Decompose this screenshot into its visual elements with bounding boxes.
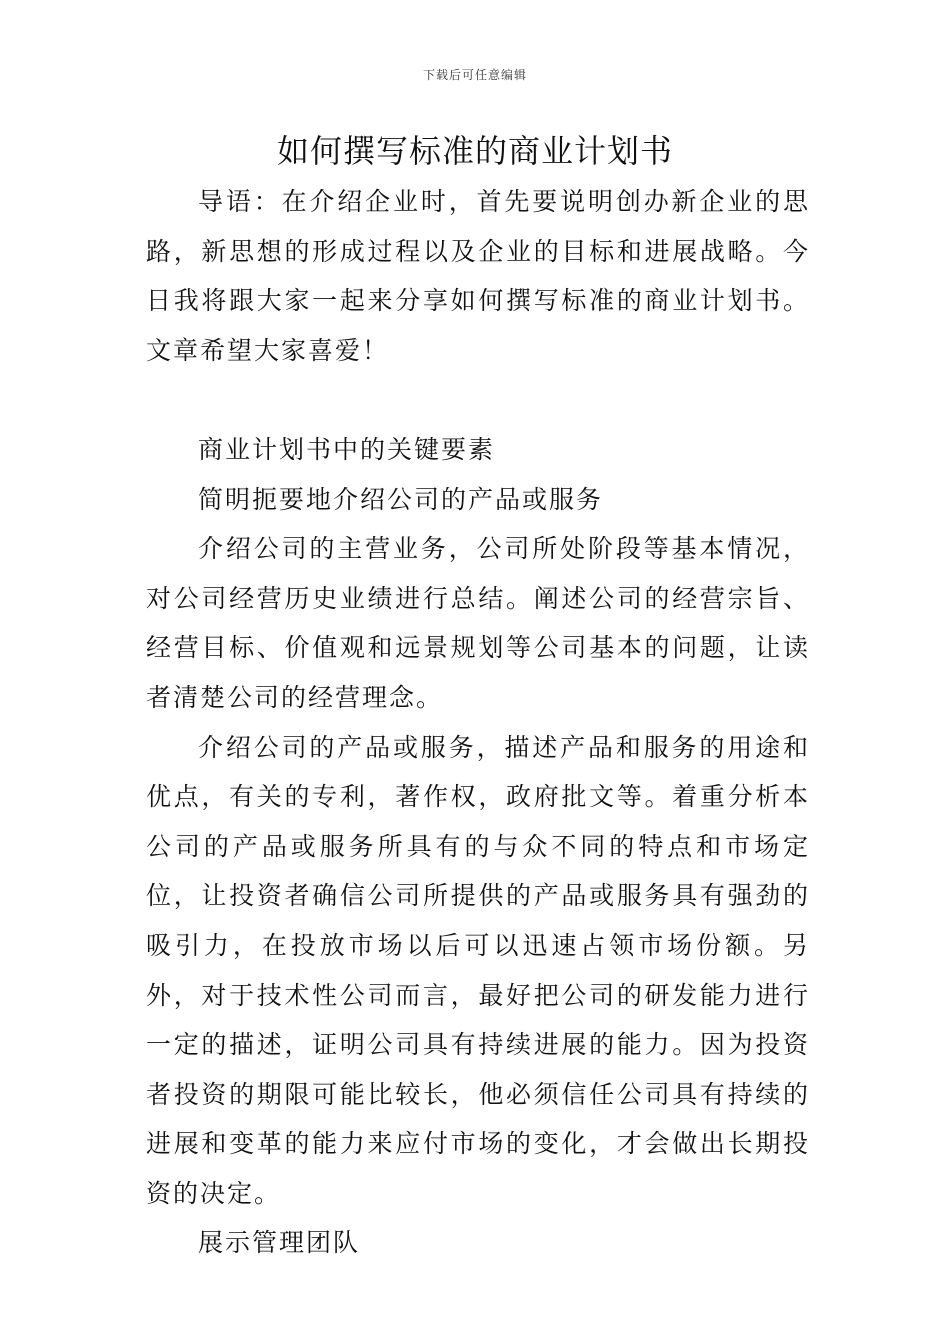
- subsection-heading: 简明扼要地介绍公司的产品或服务: [198, 484, 604, 514]
- header-note: 下载后可任意编辑: [422, 68, 527, 82]
- body-paragraph-2: 介绍公司的产品或服务，描述产品和服务的用途和优点，有关的专利，著作权，政府批文等。着重分析本公司的产品或服务所具有的与众不同的特点和市场定位，让投资者确信公司所提供的产品或服务具有强劲的吸引力，在投放市场以后可以迅速占领市场份额。另外，对于技术性公司而言，最好把公司的研发能力进行一定的描述，证明公司具有持续进展的能力。因为投资者投资的期限可能比较长，他必须信任公司具有持续的进展和变革的能力来应付市场的变化，才会做出长期投资的决定。: [146, 732, 810, 1208]
- section-heading: 商业计划书中的关键要素: [198, 434, 496, 464]
- document-title: 如何撰写标准的商业计划书: [276, 132, 673, 170]
- blank-line: [146, 375, 810, 425]
- document-body: [146, 177, 810, 1268]
- next-section-heading: 展示管理团队: [198, 1228, 361, 1258]
- intro-paragraph: 导语：在介绍企业时，首先要说明创办新企业的思路，新思想的形成过程以及企业的目标和进展战略。今日我将跟大家一起来分享如何撰写标准的商业计划书。文章希望大家喜爱！: [146, 187, 810, 365]
- body-paragraph-1: 介绍公司的主营业务，公司所处阶段等基本情况，对公司经营历史业绩进行总结。阐述公司的经营宗旨、经营目标、价值观和远景规划等公司基本的问题，让读者清楚公司的经营理念。: [146, 534, 810, 712]
